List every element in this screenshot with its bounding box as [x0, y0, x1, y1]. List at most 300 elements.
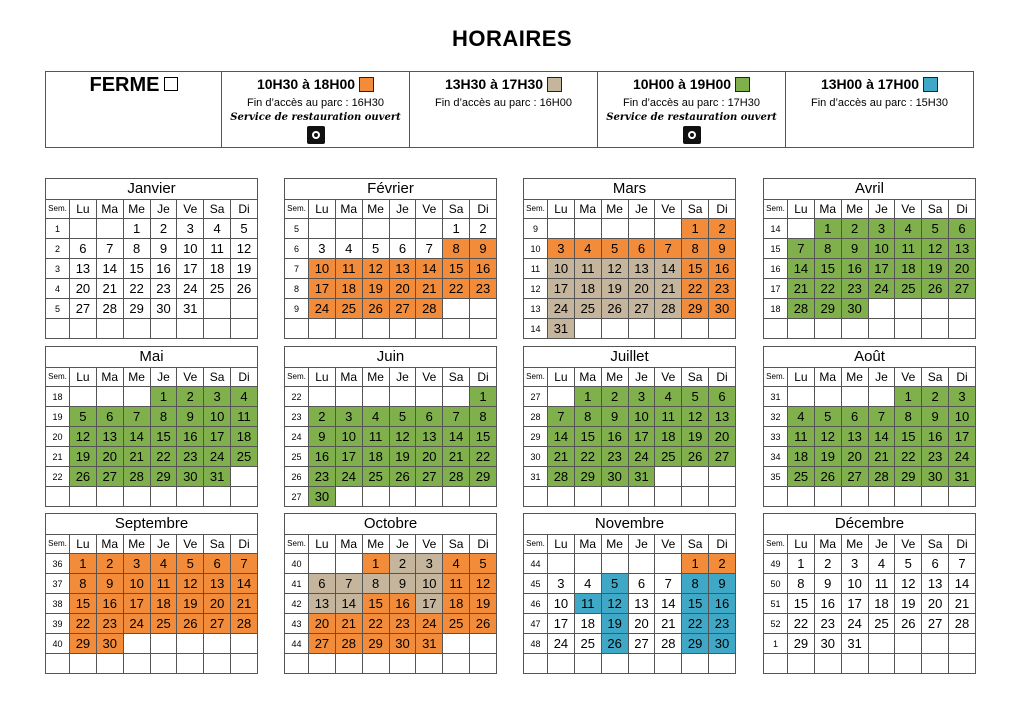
day-cell: 18 [443, 594, 470, 614]
week-number: 44 [285, 634, 309, 654]
day-cell: 3 [841, 554, 868, 574]
day-cell: 30 [709, 299, 736, 319]
legend-beige [409, 72, 597, 147]
day-cell: 3 [949, 387, 976, 407]
day-cell: 4 [574, 239, 601, 259]
day-cell: 28 [416, 299, 443, 319]
day-cell: 15 [895, 427, 922, 447]
day-cell: 13 [922, 574, 949, 594]
day-cell: 25 [574, 634, 601, 654]
day-cell: 24 [123, 614, 150, 634]
day-cell: 28 [443, 467, 470, 487]
week-row [285, 219, 497, 239]
week-number: 43 [285, 614, 309, 634]
day-cell: 29 [788, 634, 815, 654]
week-number: 1 [764, 634, 788, 654]
empty-cell [443, 387, 470, 407]
day-cell: 17 [335, 447, 362, 467]
day-cell: 1 [70, 554, 97, 574]
day-cell: 6 [628, 239, 655, 259]
day-cell: 13 [841, 427, 868, 447]
weekday-label: Je [389, 200, 416, 219]
day-cell: 31 [204, 467, 231, 487]
weekday-label: Je [389, 368, 416, 387]
week-row [524, 654, 736, 674]
restaurant-icon [307, 126, 325, 144]
empty-cell [96, 387, 123, 407]
empty-cell [177, 487, 204, 507]
week-number: 45 [524, 574, 548, 594]
day-cell: 4 [895, 219, 922, 239]
weekday-label: Di [470, 368, 497, 387]
empty-cell [601, 654, 628, 674]
empty-cell [335, 219, 362, 239]
day-cell: 17 [868, 259, 895, 279]
day-cell: 27 [709, 447, 736, 467]
day-cell: 2 [309, 407, 336, 427]
empty-cell [204, 299, 231, 319]
week-row [46, 319, 258, 339]
month-grid [763, 199, 976, 339]
week-row [46, 634, 258, 654]
day-cell: 2 [709, 219, 736, 239]
weekday-header [764, 535, 976, 554]
empty-cell [416, 319, 443, 339]
day-cell: 14 [335, 594, 362, 614]
weekday-header [46, 200, 258, 219]
day-cell: 27 [841, 467, 868, 487]
empty-cell [177, 319, 204, 339]
empty-cell [231, 467, 258, 487]
day-cell: 12 [682, 407, 709, 427]
weekday-label: Je [628, 368, 655, 387]
week-row [764, 467, 976, 487]
month-janvier [45, 178, 258, 339]
day-cell: 11 [443, 574, 470, 594]
empty-cell [470, 299, 497, 319]
day-cell: 5 [895, 554, 922, 574]
day-cell: 12 [922, 239, 949, 259]
day-cell: 7 [231, 554, 258, 574]
weekday-header [524, 535, 736, 554]
day-cell: 24 [548, 299, 575, 319]
week-row [524, 279, 736, 299]
day-cell: 3 [548, 574, 575, 594]
week-number: 31 [524, 467, 548, 487]
empty-cell [335, 319, 362, 339]
empty-cell [96, 654, 123, 674]
week-row [764, 447, 976, 467]
empty-cell [150, 319, 177, 339]
day-cell: 3 [177, 219, 204, 239]
day-cell: 21 [335, 614, 362, 634]
day-cell: 20 [922, 594, 949, 614]
empty-cell [70, 219, 97, 239]
week-number: 28 [524, 407, 548, 427]
day-cell: 11 [574, 259, 601, 279]
week-number: 42 [285, 594, 309, 614]
week-number: 3 [46, 259, 70, 279]
weekday-label: Sa [443, 368, 470, 387]
weekday-label: Ve [655, 368, 682, 387]
week-number: 10 [524, 239, 548, 259]
week-row [524, 614, 736, 634]
day-cell: 20 [96, 447, 123, 467]
weekday-label: Sa [922, 200, 949, 219]
week-number [764, 487, 788, 507]
day-cell: 28 [788, 299, 815, 319]
day-cell: 6 [309, 574, 336, 594]
week-number: 37 [46, 574, 70, 594]
week-header: Sem. [46, 200, 70, 219]
day-cell: 22 [443, 279, 470, 299]
weekday-label: Lu [788, 200, 815, 219]
day-cell: 18 [362, 447, 389, 467]
empty-cell [96, 219, 123, 239]
week-header: Sem. [285, 200, 309, 219]
empty-cell [548, 487, 575, 507]
empty-cell [204, 634, 231, 654]
day-cell: 28 [655, 299, 682, 319]
empty-cell [628, 654, 655, 674]
weekday-header [524, 200, 736, 219]
week-number: 27 [524, 387, 548, 407]
week-number: 46 [524, 594, 548, 614]
month-mars [523, 178, 736, 339]
weekday-header [285, 368, 497, 387]
empty-cell [335, 554, 362, 574]
day-cell: 18 [868, 594, 895, 614]
day-cell: 25 [204, 279, 231, 299]
week-row [524, 407, 736, 427]
day-cell: 5 [231, 219, 258, 239]
week-row [524, 239, 736, 259]
month-name: Juin [284, 346, 497, 367]
day-cell: 24 [949, 447, 976, 467]
day-cell: 8 [150, 407, 177, 427]
day-cell: 8 [70, 574, 97, 594]
week-row [524, 219, 736, 239]
day-cell: 3 [416, 554, 443, 574]
weekday-label: Di [231, 200, 258, 219]
empty-cell [123, 387, 150, 407]
day-cell: 10 [123, 574, 150, 594]
empty-cell [841, 387, 868, 407]
day-cell: 15 [443, 259, 470, 279]
empty-cell [574, 219, 601, 239]
legend-blue [785, 72, 973, 147]
empty-cell [309, 554, 336, 574]
month-août [763, 346, 976, 507]
day-cell: 9 [309, 427, 336, 447]
day-cell: 12 [814, 427, 841, 447]
day-cell: 7 [868, 407, 895, 427]
day-cell: 13 [204, 574, 231, 594]
empty-cell [895, 487, 922, 507]
day-cell: 17 [949, 427, 976, 447]
weekday-header [285, 535, 497, 554]
week-number: 23 [285, 407, 309, 427]
week-row [524, 554, 736, 574]
weekday-header [46, 368, 258, 387]
month-name: Septembre [45, 513, 258, 534]
day-cell: 27 [389, 299, 416, 319]
day-cell: 30 [150, 299, 177, 319]
legend-time: 13H30 à 17H30 [444, 76, 544, 92]
month-grid [45, 199, 258, 339]
day-cell: 10 [416, 574, 443, 594]
weekday-label: Ve [416, 368, 443, 387]
day-cell: 12 [470, 574, 497, 594]
weekday-header [524, 368, 736, 387]
day-cell: 25 [655, 447, 682, 467]
empty-cell [949, 654, 976, 674]
day-cell: 4 [204, 219, 231, 239]
restaurant-icon [683, 126, 701, 144]
weekday-label: Me [841, 535, 868, 554]
empty-cell [416, 219, 443, 239]
day-cell: 27 [922, 614, 949, 634]
week-row [46, 427, 258, 447]
week-row [285, 487, 497, 507]
week-row [285, 259, 497, 279]
day-cell: 1 [150, 387, 177, 407]
week-number: 18 [46, 387, 70, 407]
weekday-label: Je [150, 535, 177, 554]
day-cell: 30 [814, 634, 841, 654]
day-cell: 18 [788, 447, 815, 467]
day-cell: 14 [788, 259, 815, 279]
day-cell: 18 [150, 594, 177, 614]
day-cell: 12 [601, 259, 628, 279]
day-cell: 15 [362, 594, 389, 614]
day-cell: 12 [895, 574, 922, 594]
week-header: Sem. [764, 200, 788, 219]
day-cell: 7 [655, 239, 682, 259]
empty-cell [416, 387, 443, 407]
week-row [46, 407, 258, 427]
weekday-header [285, 200, 497, 219]
week-header: Sem. [285, 535, 309, 554]
empty-cell [231, 319, 258, 339]
day-cell: 21 [443, 447, 470, 467]
day-cell: 4 [574, 574, 601, 594]
weekday-label: Di [709, 200, 736, 219]
week-number: 36 [46, 554, 70, 574]
day-cell: 27 [309, 634, 336, 654]
empty-cell [150, 654, 177, 674]
week-row [524, 487, 736, 507]
day-cell: 23 [309, 467, 336, 487]
day-cell: 27 [204, 614, 231, 634]
day-cell: 10 [868, 239, 895, 259]
day-cell: 3 [628, 387, 655, 407]
day-cell: 10 [335, 427, 362, 447]
day-cell: 20 [949, 259, 976, 279]
day-cell: 26 [470, 614, 497, 634]
day-cell: 25 [231, 447, 258, 467]
day-cell: 13 [949, 239, 976, 259]
empty-cell [123, 487, 150, 507]
week-row [285, 387, 497, 407]
day-cell: 22 [574, 447, 601, 467]
empty-cell [470, 634, 497, 654]
month-octobre [284, 513, 497, 674]
week-number: 25 [285, 447, 309, 467]
day-cell: 7 [949, 554, 976, 574]
week-row [764, 279, 976, 299]
empty-cell [416, 654, 443, 674]
empty-cell [309, 387, 336, 407]
empty-cell [682, 319, 709, 339]
day-cell: 22 [150, 447, 177, 467]
empty-cell [655, 319, 682, 339]
week-header: Sem. [46, 535, 70, 554]
day-cell: 21 [123, 447, 150, 467]
week-row [285, 614, 497, 634]
legend-closed [46, 72, 221, 147]
week-number [524, 654, 548, 674]
week-row [764, 299, 976, 319]
day-cell: 2 [389, 554, 416, 574]
day-cell: 19 [601, 614, 628, 634]
day-cell: 20 [204, 594, 231, 614]
week-number [764, 319, 788, 339]
week-row [764, 239, 976, 259]
empty-cell [814, 319, 841, 339]
empty-cell [709, 319, 736, 339]
day-cell: 24 [177, 279, 204, 299]
weekday-label: Sa [204, 368, 231, 387]
week-row [285, 407, 497, 427]
day-cell: 4 [362, 407, 389, 427]
month-novembre [523, 513, 736, 674]
day-cell: 27 [70, 299, 97, 319]
weekday-label: Sa [443, 535, 470, 554]
day-cell: 12 [362, 259, 389, 279]
month-name: Avril [763, 178, 976, 199]
month-name: Mai [45, 346, 258, 367]
empty-cell [895, 654, 922, 674]
month-name: Mars [523, 178, 736, 199]
weekday-label: Je [150, 368, 177, 387]
day-cell: 20 [309, 614, 336, 634]
empty-cell [70, 387, 97, 407]
day-cell: 16 [150, 259, 177, 279]
day-cell: 1 [574, 387, 601, 407]
day-cell: 16 [96, 594, 123, 614]
weekday-label: Ma [574, 200, 601, 219]
day-cell: 31 [949, 467, 976, 487]
empty-cell [443, 487, 470, 507]
day-cell: 22 [788, 614, 815, 634]
month-avril [763, 178, 976, 339]
day-cell: 22 [70, 614, 97, 634]
day-cell: 23 [814, 614, 841, 634]
day-cell: 15 [682, 594, 709, 614]
day-cell: 10 [628, 407, 655, 427]
day-cell: 21 [96, 279, 123, 299]
day-cell: 30 [841, 299, 868, 319]
week-row [764, 427, 976, 447]
month-grid [523, 199, 736, 339]
weekday-label: Ma [335, 200, 362, 219]
empty-cell [922, 487, 949, 507]
weekday-label: Sa [682, 200, 709, 219]
day-cell: 22 [362, 614, 389, 634]
empty-cell [628, 219, 655, 239]
week-row [764, 407, 976, 427]
day-cell: 17 [548, 279, 575, 299]
day-cell: 14 [123, 427, 150, 447]
day-cell: 22 [682, 279, 709, 299]
day-cell: 21 [548, 447, 575, 467]
empty-cell [548, 554, 575, 574]
day-cell: 9 [841, 239, 868, 259]
day-cell: 16 [470, 259, 497, 279]
weekday-label: Di [470, 200, 497, 219]
month-grid [284, 534, 497, 674]
empty-cell [389, 654, 416, 674]
day-cell: 8 [682, 574, 709, 594]
week-number: 19 [46, 407, 70, 427]
empty-cell [922, 299, 949, 319]
day-cell: 30 [601, 467, 628, 487]
day-cell: 26 [682, 447, 709, 467]
week-number: 44 [524, 554, 548, 574]
empty-cell [709, 654, 736, 674]
day-cell: 27 [949, 279, 976, 299]
weekday-label: Me [362, 368, 389, 387]
day-cell: 21 [868, 447, 895, 467]
day-cell: 21 [949, 594, 976, 614]
day-cell: 13 [389, 259, 416, 279]
day-cell: 6 [70, 239, 97, 259]
green-swatch [735, 77, 750, 92]
day-cell: 16 [601, 427, 628, 447]
weekday-label: Di [949, 368, 976, 387]
legend-green [597, 72, 785, 147]
day-cell: 29 [362, 634, 389, 654]
empty-cell [574, 487, 601, 507]
day-cell: 2 [177, 387, 204, 407]
week-row [524, 319, 736, 339]
empty-cell [309, 654, 336, 674]
weekday-label: Me [123, 200, 150, 219]
day-cell: 23 [601, 447, 628, 467]
day-cell: 3 [204, 387, 231, 407]
empty-cell [682, 654, 709, 674]
empty-cell [814, 487, 841, 507]
week-number [764, 654, 788, 674]
day-cell: 18 [574, 614, 601, 634]
week-row [46, 447, 258, 467]
day-cell: 15 [470, 427, 497, 447]
day-cell: 18 [574, 279, 601, 299]
empty-cell [868, 299, 895, 319]
day-cell: 9 [922, 407, 949, 427]
day-cell: 20 [389, 279, 416, 299]
day-cell: 16 [814, 594, 841, 614]
week-number [46, 319, 70, 339]
day-cell: 11 [335, 259, 362, 279]
week-number: 40 [285, 554, 309, 574]
day-cell: 11 [362, 427, 389, 447]
day-cell: 14 [96, 259, 123, 279]
day-cell: 11 [150, 574, 177, 594]
empty-cell [231, 487, 258, 507]
empty-cell [123, 319, 150, 339]
